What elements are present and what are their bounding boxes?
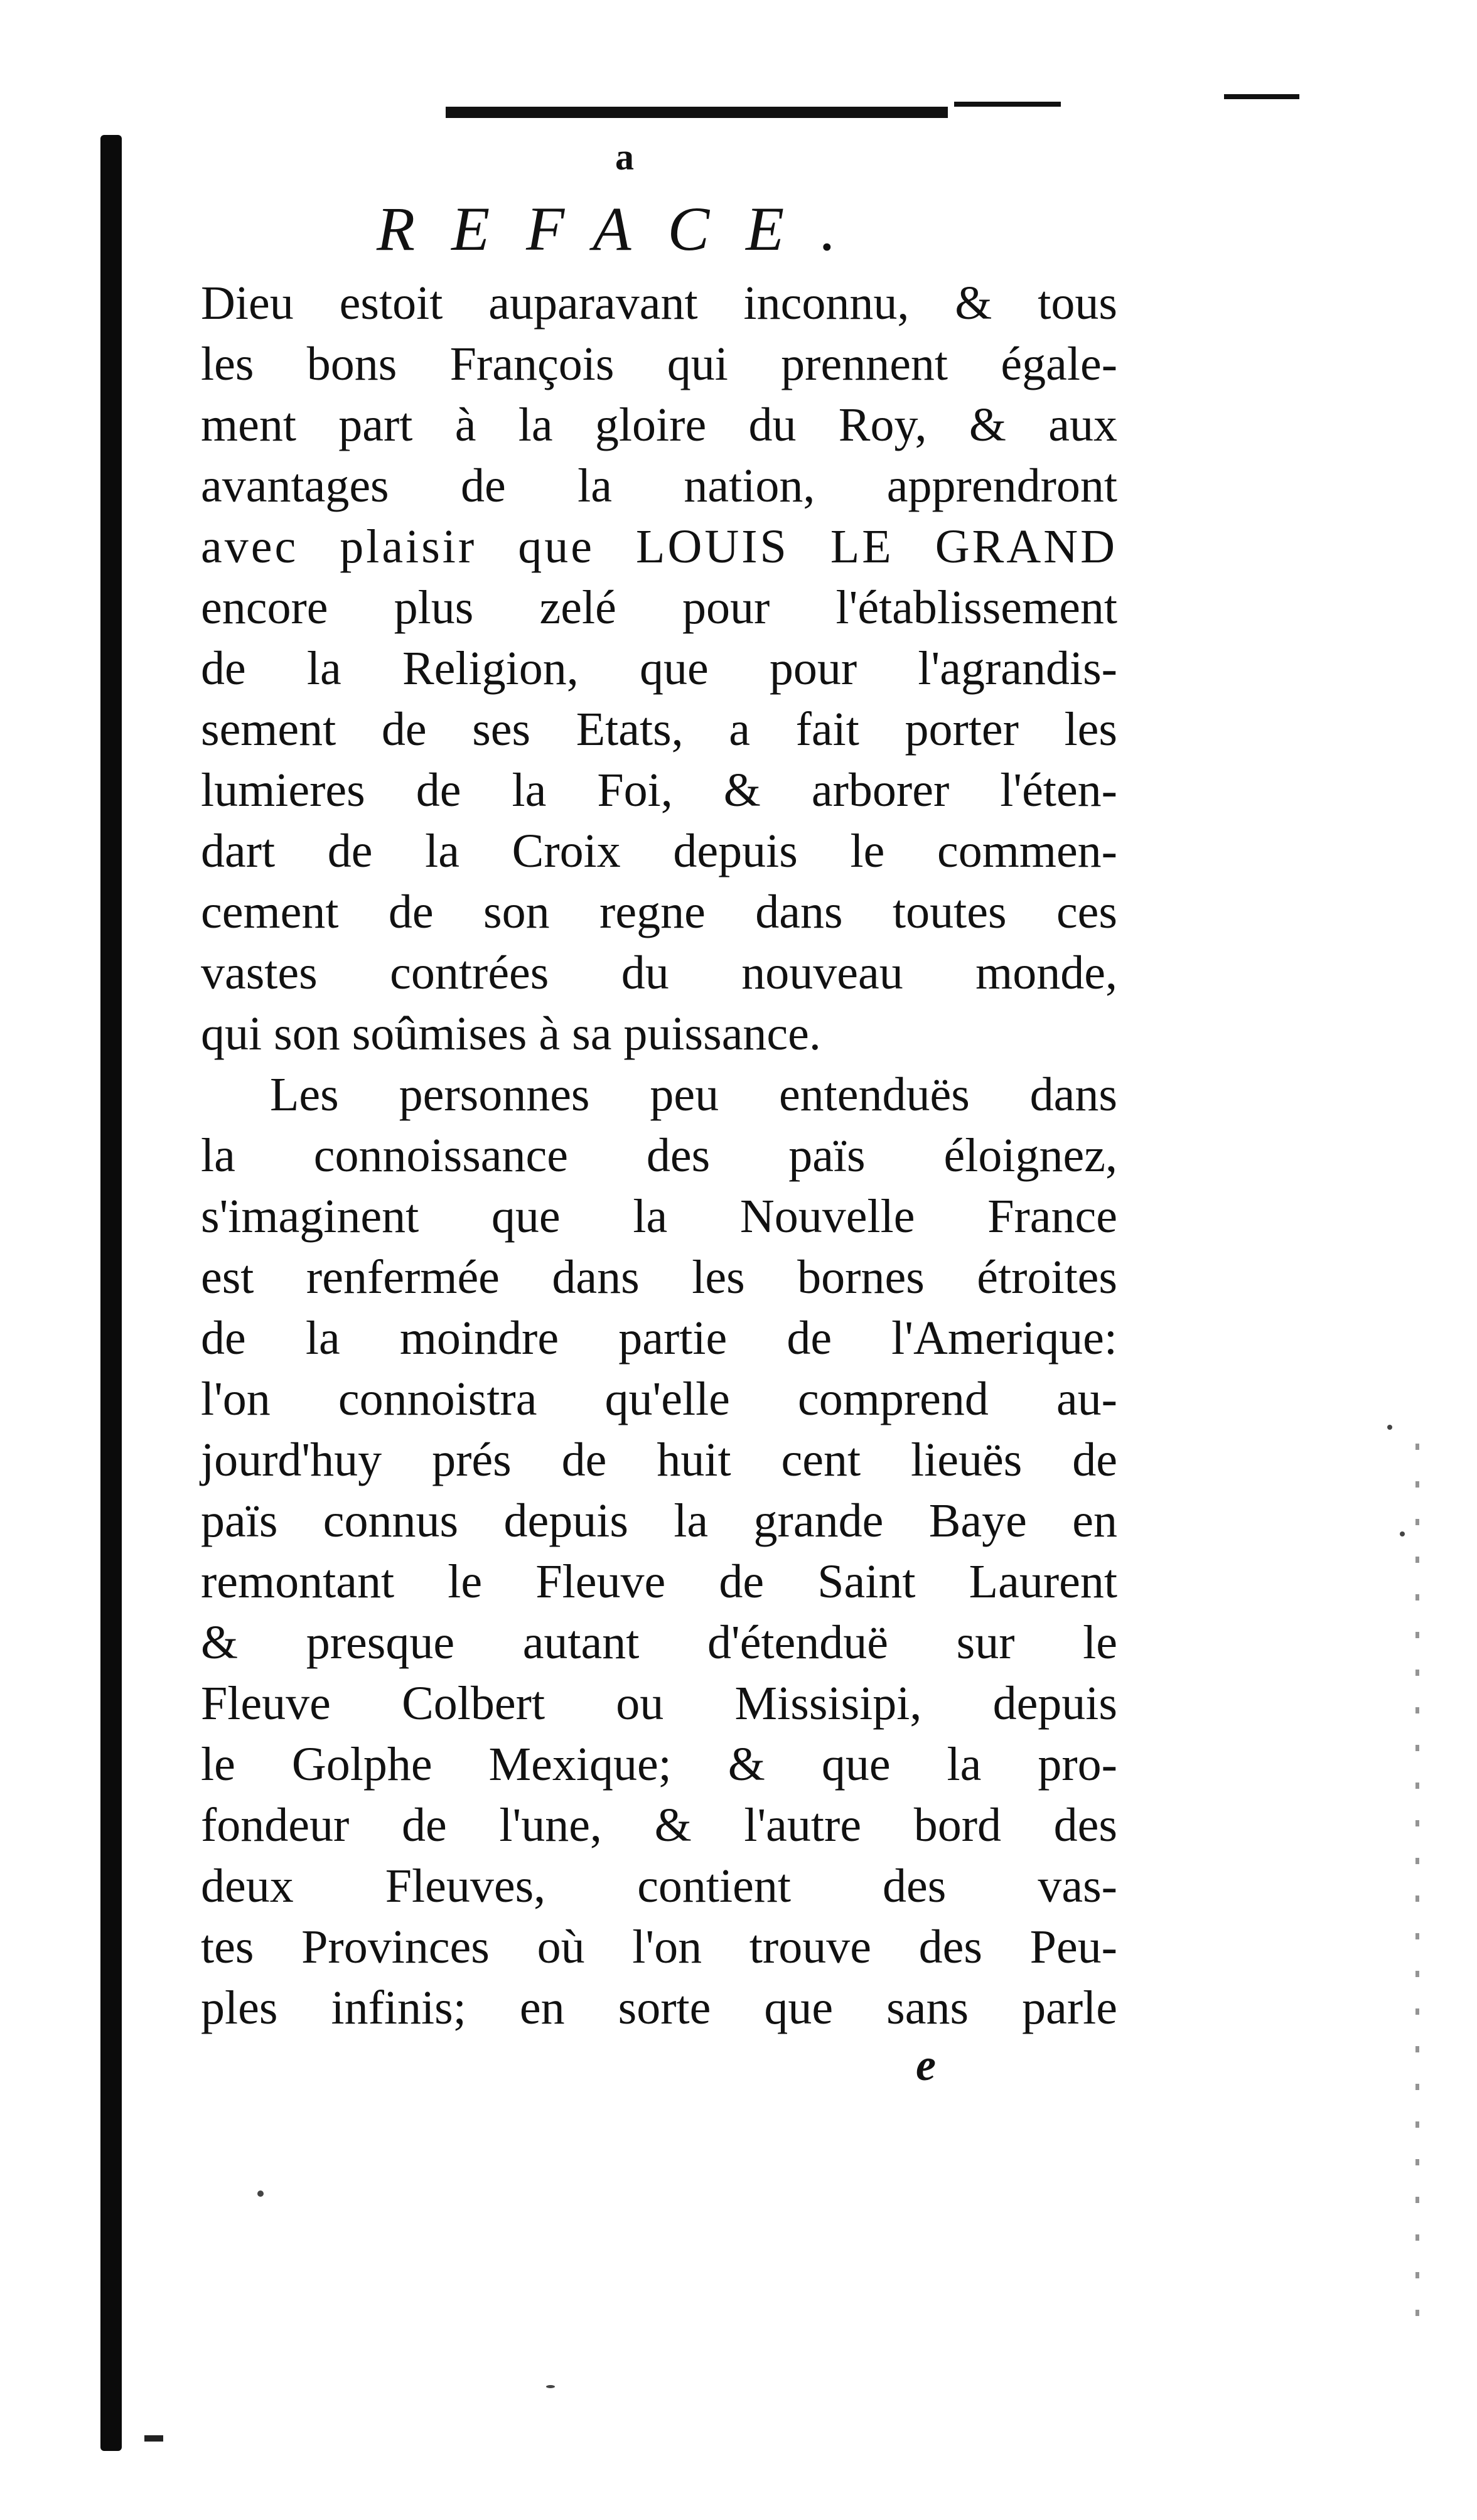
- ink-speck: [1387, 1425, 1392, 1430]
- scan-edge-noise: [1415, 1444, 1419, 2322]
- text-line: avec plaisir que LOUIS LE GRAND: [201, 520, 1117, 573]
- text-line: remontant le Fleuve de Saint Laurent: [201, 1555, 1117, 1608]
- text-line: l'on connoistra qu'elle comprend au-: [201, 1373, 1117, 1425]
- text-line: de la moindre partie de l'Amerique:: [201, 1312, 1117, 1365]
- top-rule-fragment: [954, 102, 1061, 107]
- running-head: REFACE.: [377, 194, 873, 264]
- catchword: e: [916, 2040, 936, 2090]
- text-line: vastes contrées du nouveau monde,: [201, 946, 1117, 999]
- text-line: les bons François qui prennent égale-: [201, 338, 1117, 390]
- ink-speck: [546, 2385, 555, 2388]
- text-line: encore plus zelé pour l'établissement: [201, 581, 1117, 634]
- ink-speck: [257, 2190, 264, 2197]
- text-line: Dieu estoit auparavant inconnu, & tous: [201, 277, 1117, 330]
- text-line: avantages de la nation, apprendront: [201, 459, 1117, 512]
- text-line: païs connus depuis la grande Baye en: [201, 1494, 1117, 1547]
- text-line: qui son soûmises à sa puissance.: [201, 1007, 821, 1060]
- text-line: deux Fleuves, contient des vas-: [201, 1860, 1117, 1912]
- ink-speck: [1400, 1531, 1405, 1536]
- text-line: tes Provinces où l'on trouve des Peu-: [201, 1921, 1117, 1973]
- text-line: de la Religion, que pour l'agrandis-: [201, 642, 1117, 695]
- text-line: & presque autant d'étenduë sur le: [201, 1616, 1117, 1669]
- binding-shadow: [100, 135, 122, 2451]
- text-line: dart de la Croix depuis le commen-: [201, 825, 1117, 877]
- text-line: ment part à la gloire du Roy, & aux: [201, 399, 1117, 451]
- top-rule-fragment: [1224, 94, 1299, 99]
- text-line: cement de son regne dans toutes ces: [201, 886, 1117, 938]
- text-line: jourd'huy prés de huit cent lieuës de: [201, 1434, 1117, 1486]
- text-line: est renfermée dans les bornes étroites: [201, 1251, 1117, 1304]
- text-line: fondeur de l'une, & l'autre bord des: [201, 1799, 1117, 1852]
- top-rule: [446, 107, 948, 118]
- text-line: ples infinis; en sorte que sans parle: [201, 1981, 1117, 2034]
- text-line: la connoissance des païs éloignez,: [201, 1129, 1117, 1182]
- text-line: Les personnes peu entenduës dans: [270, 1068, 1117, 1121]
- text-line: s'imaginent que la Nouvelle France: [201, 1190, 1117, 1243]
- text-line: sement de ses Etats, a fait porter les: [201, 703, 1117, 756]
- text-line: lumieres de la Foi, & arborer l'éten-: [201, 764, 1117, 817]
- text-line: Fleuve Colbert ou Missisipi, depuis: [201, 1677, 1117, 1730]
- body-text: [201, 273, 1117, 2039]
- signature-mark: a: [615, 136, 634, 178]
- text-line: le Golphe Mexique; & que la pro-: [201, 1738, 1117, 1791]
- page-edge-mark: [144, 2435, 163, 2442]
